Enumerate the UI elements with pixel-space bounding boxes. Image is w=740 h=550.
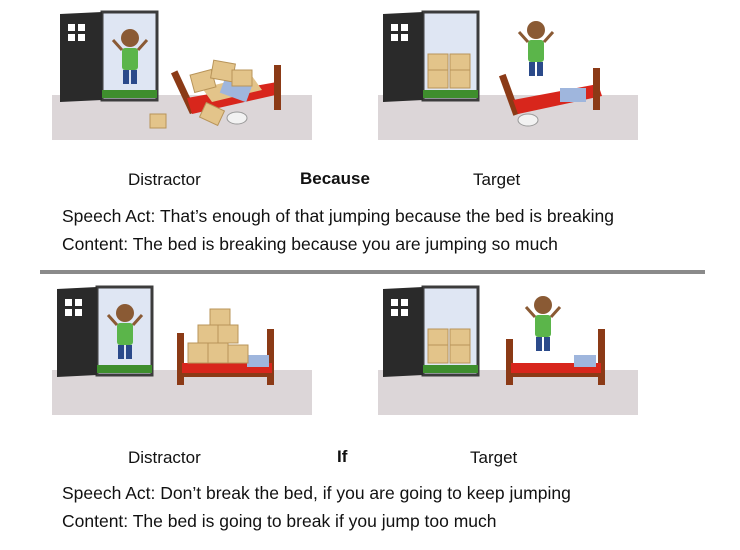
grass — [102, 90, 157, 98]
panel-divider — [40, 270, 705, 274]
grass — [423, 365, 478, 373]
speech-act-text: Speech Act: That’s enough of that jumping because the bed is breaking — [62, 206, 614, 226]
target-label: Target — [473, 170, 521, 189]
conjunction-because: Because — [300, 169, 370, 188]
grass — [97, 365, 152, 373]
distractor-scene-if — [52, 285, 312, 415]
conjunction-if: If — [337, 447, 348, 466]
distractor-label: Distractor — [128, 170, 201, 189]
target-scene-because — [378, 10, 638, 140]
target-scene-if — [378, 285, 638, 415]
distractor-label: Distractor — [128, 448, 201, 467]
content-text: Content: The bed is breaking because you are jumping so much — [62, 234, 558, 254]
distractor-scene-because — [52, 10, 312, 140]
target-label: Target — [470, 448, 518, 467]
floor — [52, 95, 312, 140]
intact-bed — [506, 329, 605, 385]
content-text: Content: The bed is going to break if you jump too much — [62, 511, 497, 531]
grass — [423, 90, 478, 98]
panel-because — [0, 0, 740, 270]
panel-if — [0, 280, 740, 550]
boxes — [188, 309, 248, 363]
boy — [526, 296, 560, 351]
speech-act-text: Speech Act: Don’t break the bed, if you are going to keep jumping — [62, 483, 571, 503]
boy — [519, 21, 553, 76]
